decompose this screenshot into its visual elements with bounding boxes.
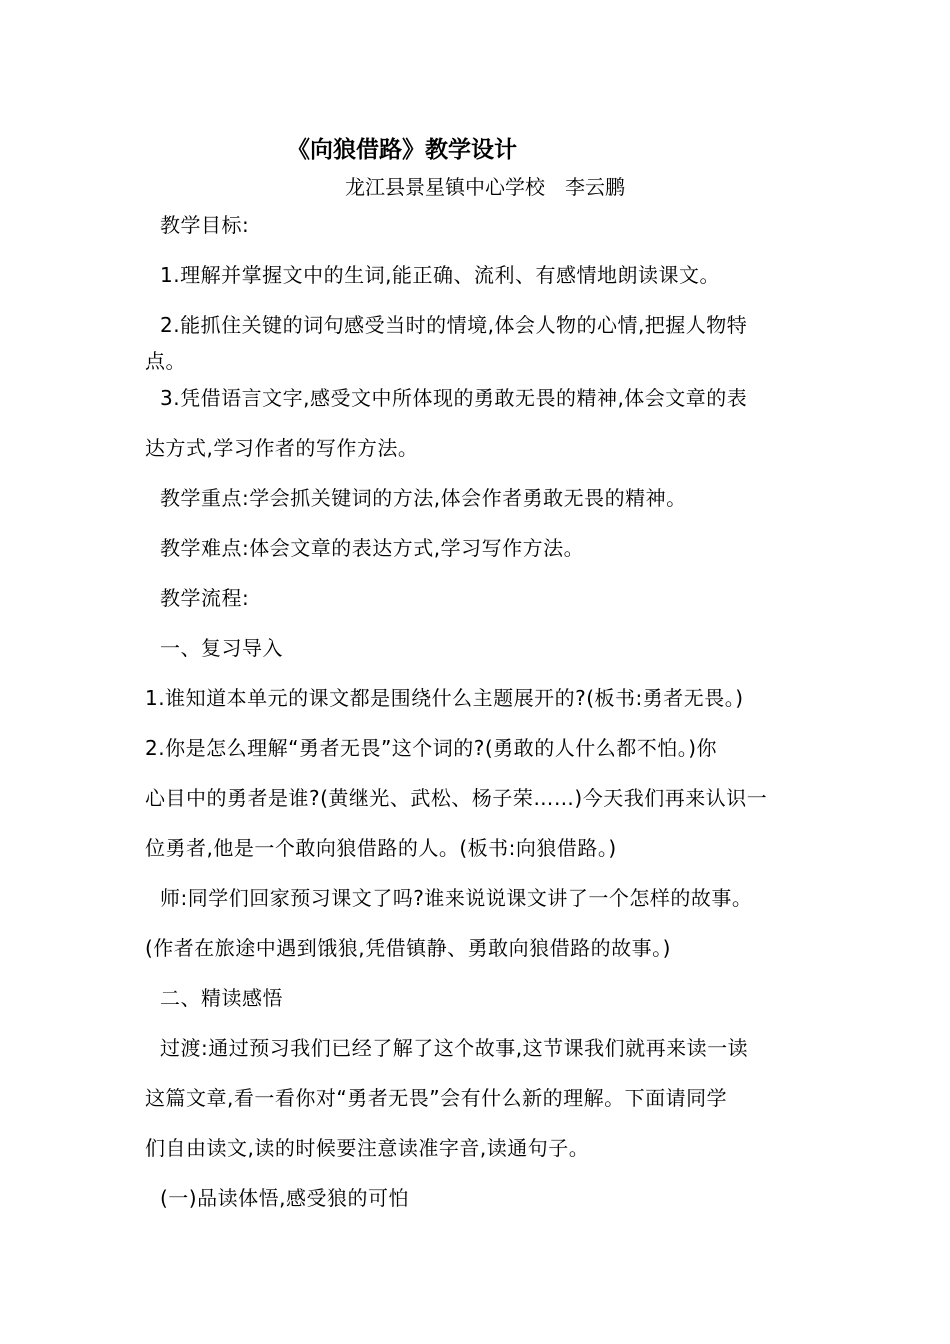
text-line: 教学难点:体会文章的表达方式,学习写作方法。 [160, 536, 585, 560]
text-line: (作者在旅途中遇到饿狼,凭借镇静、勇敢向狼借路的故事。) [145, 936, 671, 960]
text-line: 点。 [145, 349, 186, 373]
text-line: 3.凭借语言文字,感受文中所体现的勇敢无畏的精神,体会文章的表 [160, 386, 748, 410]
text-line: 2.你是怎么理解“勇者无畏”这个词的?(勇敢的人什么都不怕。)你 [145, 736, 718, 760]
text-line: 教学流程: [160, 586, 250, 610]
text-line: 过渡:通过预习我们已经了解了这个故事,这节课我们就再来读一读 [160, 1036, 749, 1060]
text-line: 教学目标: [160, 213, 250, 237]
text-line: 心目中的勇者是谁?(黄继光、武松、杨子荣……)今天我们再来认识一 [145, 786, 768, 810]
text-line: 这篇文章,看一看你对“勇者无畏”会有什么新的理解。下面请同学 [145, 1086, 728, 1110]
text-line: 一、复习导入 [160, 636, 283, 660]
text-line: 师:同学们回家预习课文了吗?谁来说说课文讲了一个怎样的故事。 [160, 886, 753, 910]
text-line: 2.能抓住关键的词句感受当时的情境,体会人物的心情,把握人物特 [160, 313, 748, 337]
document-author: 龙江县景星镇中心学校 李云鹏 [345, 175, 625, 199]
text-line: 二、精读感悟 [160, 986, 283, 1010]
text-line: (一)品读体悟,感受狼的可怕 [160, 1186, 409, 1210]
text-line: 位勇者,他是一个敢向狼借路的人。(板书:向狼借路。) [145, 836, 617, 860]
text-line: 教学重点:学会抓关键词的方法,体会作者勇敢无畏的精神。 [160, 486, 687, 510]
document-title: 《向狼借路》教学设计 [287, 137, 517, 163]
text-line: 1.谁知道本单元的课文都是围绕什么主题展开的?(板书:勇者无畏。) [145, 686, 744, 710]
text-line: 达方式,学习作者的写作方法。 [145, 436, 419, 460]
text-line: 们自由读文,读的时候要注意读准字音,读通句子。 [145, 1136, 590, 1160]
text-line: 1.理解并掌握文中的生词,能正确、流利、有感情地朗读课文。 [160, 263, 720, 287]
